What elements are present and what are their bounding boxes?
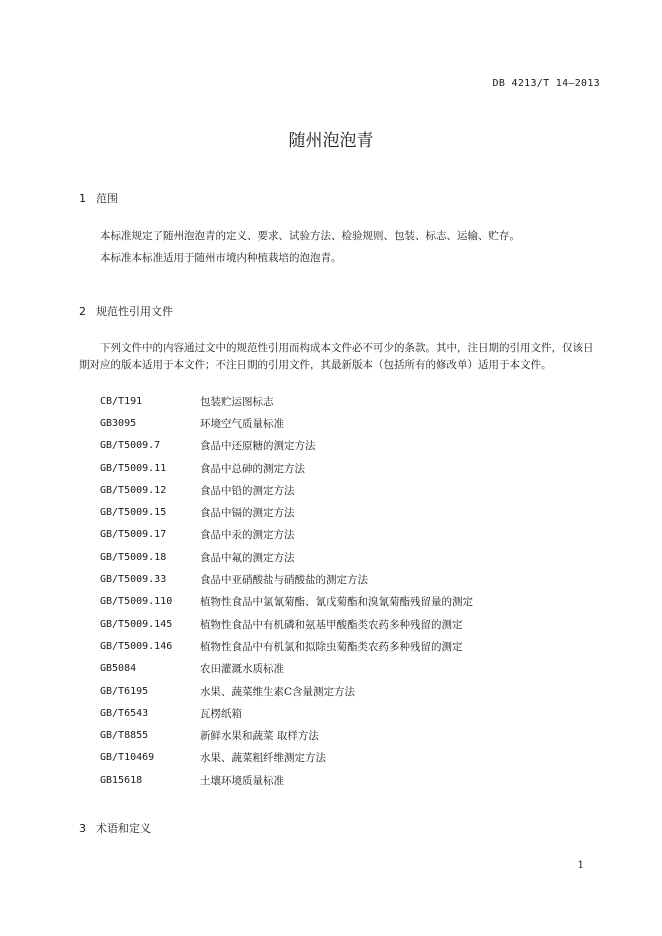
reference-item — [100, 702, 600, 724]
reference-code: CB/T191 — [100, 395, 143, 407]
reference-title: 食品中总砷的测定方法 — [200, 462, 305, 475]
section-title: 范围 — [96, 192, 118, 205]
reference-code: GB/T5009.11 — [100, 462, 167, 474]
paragraph: 本标准规定了随州泡泡青的定义、要求、试验方法、检验规则、包装、标志、运输、贮存。 — [100, 230, 520, 242]
reference-code: GB3095 — [100, 417, 137, 429]
reference-title: 植物性食品中有机氯和拟除虫菊酯类农药多种残留的测定 — [200, 640, 463, 653]
section-title: 术语和定义 — [96, 822, 151, 835]
section-2-heading — [79, 303, 173, 319]
reference-title: 土壤环境质量标准 — [200, 774, 284, 787]
reference-title: 包装贮运图标志 — [200, 395, 274, 408]
reference-code: GB/T5009.33 — [100, 574, 167, 586]
reference-list — [100, 390, 600, 791]
reference-title: 食品中还原糖的测定方法 — [200, 440, 316, 453]
reference-title: 水果、蔬菜维生素C含量测定方法 — [200, 685, 356, 698]
reference-item — [100, 524, 600, 546]
reference-title: 水果、蔬菜粗纤维测定方法 — [200, 752, 326, 765]
section-1-heading — [79, 190, 118, 206]
reference-code: GB/T6543 — [100, 707, 149, 719]
reference-code: GB/T5009.18 — [100, 551, 167, 563]
reference-item — [100, 635, 600, 657]
document-title: 随州泡泡青 — [288, 131, 374, 151]
reference-code: GB/T5009.146 — [100, 640, 173, 652]
section-title: 规范性引用文件 — [96, 305, 173, 318]
reference-title: 食品中汞的测定方法 — [200, 529, 295, 542]
standard-code: DB 4213/T 14—2013 — [492, 78, 600, 89]
reference-title: 食品中氟的测定方法 — [200, 551, 295, 564]
reference-code: GB/T5009.15 — [100, 507, 167, 519]
section-number: 1 — [79, 192, 86, 205]
reference-item — [100, 724, 600, 746]
reference-code: GB/T8855 — [100, 730, 149, 742]
reference-title: 新鲜水果和蔬菜 取样方法 — [200, 730, 319, 743]
reference-code: GB/T5009.7 — [100, 440, 161, 452]
reference-title: 环境空气质量标准 — [200, 417, 284, 430]
reference-item — [100, 435, 600, 457]
reference-item — [100, 390, 600, 412]
section-number: 2 — [79, 305, 86, 318]
reference-code: GB15618 — [100, 774, 143, 786]
reference-title: 农田灌溉水质标准 — [200, 663, 284, 676]
reference-code: GB/T5009.12 — [100, 484, 167, 496]
reference-item — [100, 501, 600, 523]
reference-code: GB/T5009.17 — [100, 529, 167, 541]
section-3-heading — [79, 820, 151, 836]
reference-code: GB/T6195 — [100, 685, 149, 697]
section-number: 3 — [79, 822, 86, 835]
reference-item — [100, 591, 600, 613]
reference-code: GB5084 — [100, 663, 137, 675]
reference-item — [100, 658, 600, 680]
reference-title: 食品中镉的测定方法 — [200, 507, 295, 520]
reference-code: GB/T10469 — [100, 752, 155, 764]
paragraph: 下列文件中的内容通过文中的规范性引用而构成本文件必不可少的条款。其中，注日期的引用文件，仅该日期对应的版本适用于本文件；不注日期的引用文件，其最新版本（包括所有的修改单）适用于本文件。 — [79, 342, 594, 371]
reference-title: 食品中亚硝酸盐与硝酸盐的测定方法 — [200, 574, 368, 587]
reference-item — [100, 479, 600, 501]
reference-code: GB/T5009.110 — [100, 596, 173, 608]
reference-item — [100, 613, 600, 635]
reference-item — [100, 747, 600, 769]
reference-code: GB/T5009.145 — [100, 618, 173, 630]
reference-title: 植物性食品中有机磷和氨基甲酸酯类农药多种残留的测定 — [200, 618, 463, 631]
reference-item — [100, 568, 600, 590]
reference-title: 植物性食品中氯氰菊酯、氰戊菊酯和溴氰菊酯残留量的测定 — [200, 596, 473, 609]
reference-item — [100, 546, 600, 568]
page-number: 1 — [577, 860, 584, 871]
section-2-body — [79, 340, 601, 374]
reference-title: 食品中铅的测定方法 — [200, 484, 295, 497]
reference-item — [100, 412, 600, 434]
reference-item — [100, 769, 600, 791]
paragraph: 本标准本标准适用于随州市境内种植栽培的泡泡青。 — [100, 252, 342, 264]
reference-title: 瓦楞纸箱 — [200, 707, 242, 720]
reference-item — [100, 457, 600, 479]
section-1-body — [79, 228, 601, 267]
reference-item — [100, 680, 600, 702]
